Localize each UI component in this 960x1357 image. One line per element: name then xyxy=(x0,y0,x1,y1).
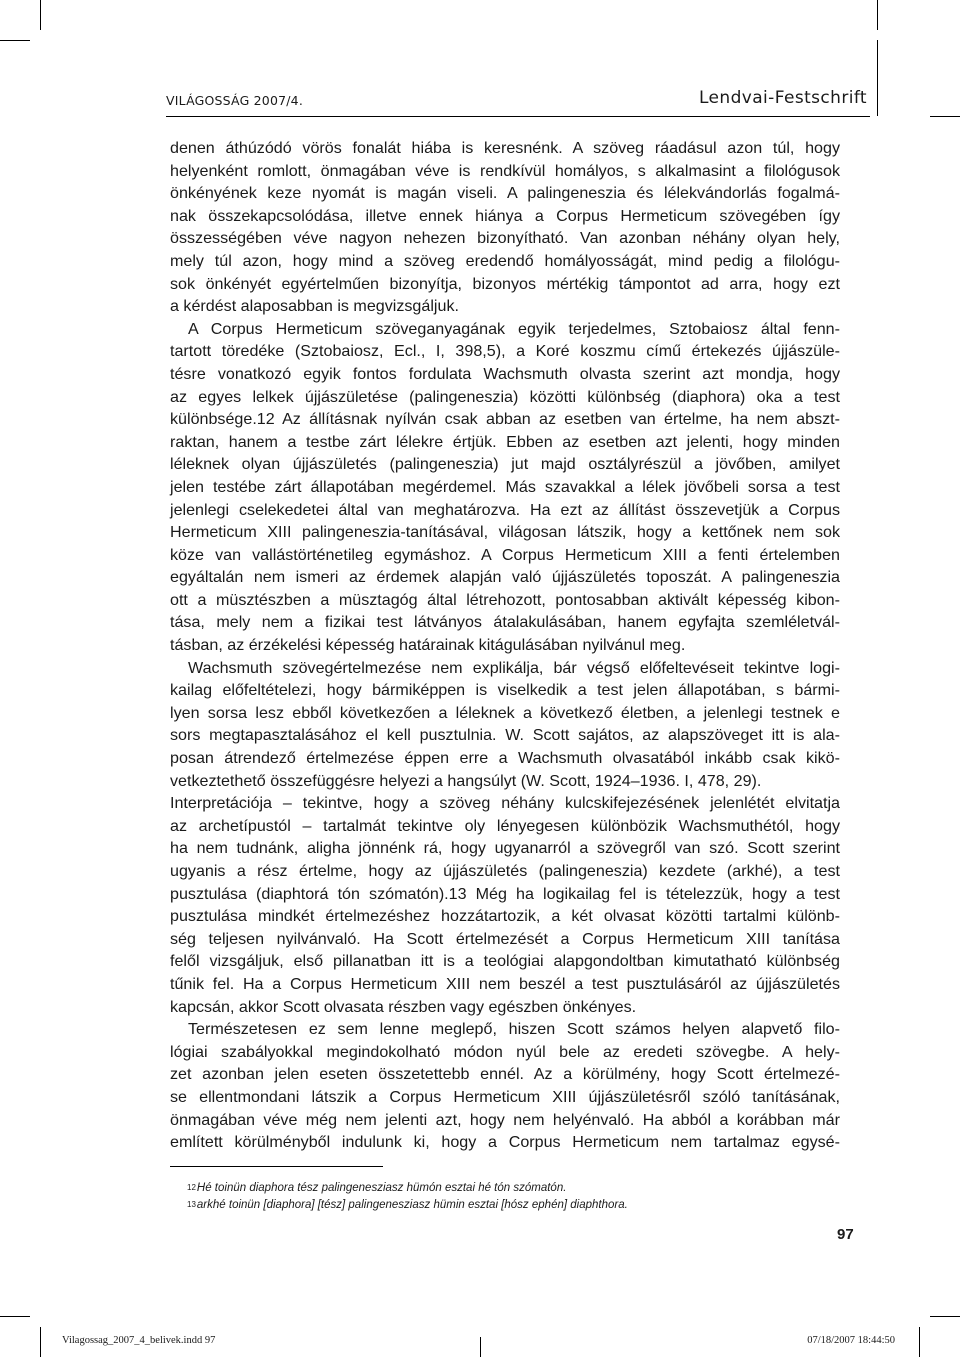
text-line: pusztulása mindkét értelmezéshez hozzátartozik, a két olvasat közötti tartalmi különb- xyxy=(170,907,840,926)
text-line: összességében véve nagyon nehezen bizonyítható. Van azonban néhány olyan hely, xyxy=(170,229,840,248)
text-line: nak összekapcsolódása, illetve ennek hiánya a Corpus Hermeticum szövegében így xyxy=(170,206,840,225)
text-line: lógiai szabályokkal megindokolható módon nyúl bele az eredeti szövegbe. A hely- xyxy=(170,1042,840,1061)
text-line: zet azonban jelen eseten összetettebb ennél. Az a körülmény, hogy Scott értelmezé- xyxy=(170,1065,840,1084)
text-line: tásban, az érzékelési képesség határainak kitágulásában nyilvánul meg. xyxy=(170,636,686,655)
text-line: se ellentmondani látszik a Corpus Hermeticum XIII újjászületésről szóló tanításának, xyxy=(170,1087,840,1106)
page-number: 97 xyxy=(837,1226,854,1243)
text-line: Wachsmuth szövegértelmezése nem explikálja, bár végső előfeltevéseit tekintve logi- xyxy=(188,658,840,677)
slug-timestamp: 07/18/2007 18:44:50 xyxy=(807,1335,895,1346)
slug-divider xyxy=(480,1337,481,1357)
text-line: köze van vallástörténetileg egymáshoz. A Corpus Hermeticum XIII a fenti értelemben xyxy=(170,545,840,564)
text-line: jelenlegi cselekedetei által van meghatározva. Ha ezt az állítást összevetjük a Corpus xyxy=(170,500,840,519)
text-line: ha nem tudnánk, aligha jönnénk rá, hogy ugyanarról a szövegről van szó. Scott szerint xyxy=(170,839,840,858)
text-line: jelen testébe zárt állapotában megérdemel. Más szavakkal a lélek jövőbeli sorsa a test xyxy=(170,477,840,496)
text-line: különbsége.12 Az állításnak nyílván csak abban az esetben van értelme, ha nem abszt- xyxy=(170,410,840,429)
text-line: vetkeztethető összefüggésre helyezi a hangsúlyt (W. Scott, 1924–1936. I, 478, 29). xyxy=(170,771,762,790)
text-line: sok önkényét egyértelműen bizonyítja, bizonyos mértékig támpontot ad arra, hogy ezt xyxy=(170,274,840,293)
text-line: Természetesen ez sem lenne meglepő, hiszen Scott számos helyen alapvető filo- xyxy=(188,1020,840,1039)
footnote-number: 12 xyxy=(187,1183,196,1192)
footnote-rule xyxy=(170,1166,383,1167)
footnote xyxy=(187,1180,837,1197)
text-line: önkényének keze nyomát is magán viseli. A palingeneszia és lélekvándorlás fogalmá- xyxy=(170,184,840,203)
section-title: Lendvai-Festschrift xyxy=(698,88,867,108)
crop-mark xyxy=(0,1316,30,1317)
header-vertical-rule xyxy=(877,40,878,116)
text-line: ugyanis a rész értelme, hogy az újjászületés (palingeneszia) kezdete (arkhé), a test xyxy=(170,862,840,880)
text-line: lyen sorsa lesz ebből következően a léleknek a következő életben, a jelenlegi testnek e xyxy=(170,703,840,722)
journal-issue: VILÁGOSSÁG 2007/4. xyxy=(166,93,303,108)
text-line: tása, mely nem a fizikai test látványos átalakulásában, hanem egyfajta szemléletvál- xyxy=(170,613,840,632)
header-rule xyxy=(166,116,870,117)
footnote xyxy=(187,1197,837,1214)
text-line: említett körülményből indulunk ki, hogy a Corpus Hermeticum nem tartalmaz egysé- xyxy=(170,1133,840,1152)
text-line: kailag előfeltételezi, hogy bármiképpen is viselkedik a test jelen állapotában, s bármi- xyxy=(170,681,840,700)
crop-mark xyxy=(930,1316,960,1317)
text-line: egyáltalán nem ismeri az érdemek alapján való újjászületés toposzát. A palingeneszia xyxy=(170,568,840,587)
text-line: Interpretációja – tekintve, hogy a szöveg néhány kulcskifejezésének jelenlétét elvitatja xyxy=(170,794,840,813)
slug-divider xyxy=(919,1327,920,1357)
text-line: sors megtapasztalásához el kell pusztulnia. W. Scott sajátos, az alapszöveget itt is ala- xyxy=(170,726,840,745)
text-line: pusztulása (diaphtorá tón szómatón).13 Még ha logikailag fel is tételezzük, hogy a test xyxy=(170,884,840,903)
text-line: helyenként romlott, önmagában véve is rendkívül homályos, s alkalmasint a filológusok xyxy=(170,161,840,180)
text-line: tartott töredéke (Sztobaiosz, Ecl., I, 398,5), a Koré koszmu című értekezés újjászüle- xyxy=(170,342,840,361)
text-line: ség teljesen nyilvánvaló. Ha Scott értelmezését a Corpus Hermeticum XIII tanítása xyxy=(170,929,840,948)
crop-mark xyxy=(40,0,41,30)
text-line: önmagában véve még nem jelenti azt, hogy nem helyénvaló. Ha abból a korábban már xyxy=(170,1110,840,1129)
text-line: Hermeticum XIII palingeneszia-tanításával, világosan látszik, hogy a kettőnek nem sok xyxy=(170,523,840,542)
footnote-number: 13 xyxy=(187,1200,196,1209)
text-line: denen áthúzódó vörös fonalát hiába is keresnénk. A szöveg ráadásul azon túl, hogy xyxy=(170,139,840,157)
slug-divider xyxy=(40,1327,41,1357)
text-line: raktan, hanem a testbe zárt lélekre értjük. Ebben az esetben azt jelenti, hogy minden xyxy=(170,432,840,451)
crop-mark xyxy=(930,116,960,117)
text-line: kapcsán, akkor Scott olvasata részben vagy egészben önkényes. xyxy=(170,997,637,1016)
crop-mark xyxy=(877,0,878,30)
text-line: a kérdést alaposabban is megvizsgáljuk. xyxy=(170,297,459,316)
footnotes xyxy=(187,1180,837,1214)
text-line: tűnik fel. Ha a Corpus Hermeticum XIII nem beszél a test pusztulásáról az újjászületés xyxy=(170,974,840,993)
text-line: léleknek olyan újjászületés (palingeneszia) jut majd osztályrészül a jövőben, amilyet xyxy=(170,455,840,474)
slug-filename: Vilagossag_2007_4_belivek.indd 97 xyxy=(62,1335,216,1346)
text-line: felől vizsgáljuk, első pillanatban itt is a teológiai alapgondoltban kimutatható különbség xyxy=(170,952,840,971)
text-line: az archetípustól – tartalmát tekintve oly lényegesen különbözik Wachsmuthétól, hogy xyxy=(170,816,840,835)
text-line: ott a müsztészben a müsztagóg által létrehozott, pontosabban aktivált képesség kibon- xyxy=(170,590,840,609)
crop-mark xyxy=(0,40,30,41)
text-line: posan átrendező értelmezése éppen erre a Wachsmuth olvasatából inkább csak kikö- xyxy=(170,749,840,768)
footnote-text: Hé toinün diaphora tész palingenesziasz hümón esztai hé tón szómatón. xyxy=(196,1182,567,1194)
footnote-text: arkhé toinün [diaphora] [tész] palingenesziasz hümin esztai [hósz ephén] diaphthora. xyxy=(196,1199,628,1211)
text-line: mely túl azon, hogy mind a szöveg eredendő homályosságát, mind pedig a filológu- xyxy=(170,251,840,270)
text-line: A Corpus Hermeticum szöveganyagának egyik terjedelmes, Sztobaiosz által fenn- xyxy=(188,319,840,338)
body-text xyxy=(170,137,840,1154)
text-line: tésre vonatkozó egyik fontos fordulata Wachsmuth olvasta szerint azt mondja, hogy xyxy=(170,364,840,383)
text-line: az egyes lelkek újjászületése (palingeneszia) közötti különbség (diaphora) oka a test xyxy=(170,387,840,406)
